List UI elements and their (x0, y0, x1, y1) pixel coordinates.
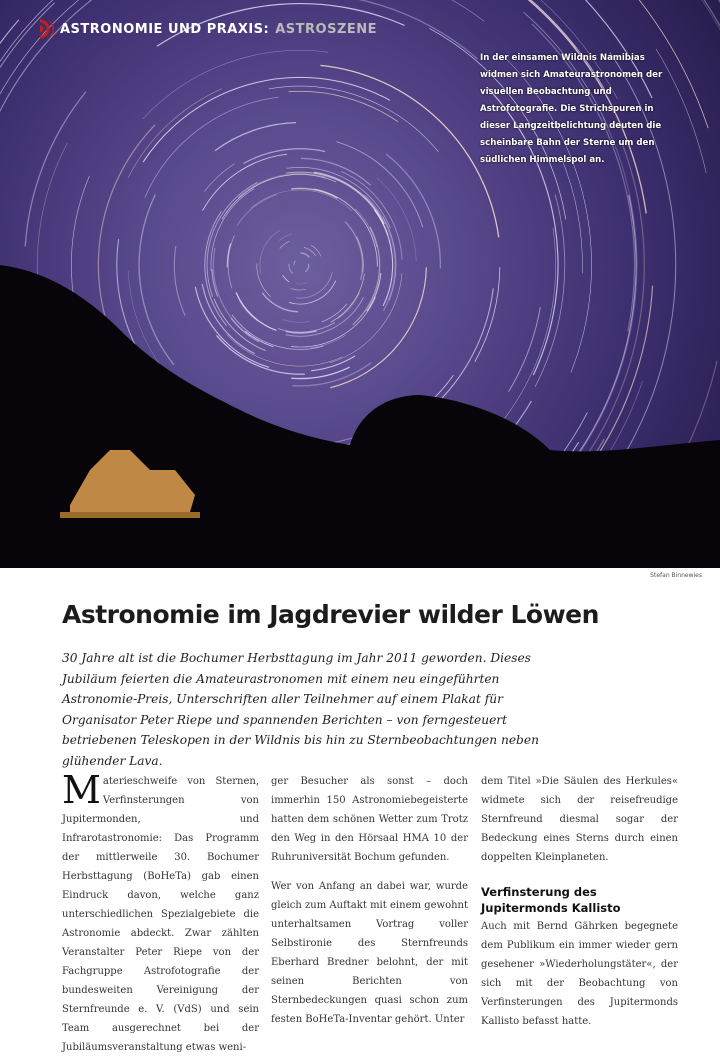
section-label: ASTRONOMIE UND PRAXIS: (60, 21, 270, 37)
magazine-logo-icon (40, 18, 54, 40)
body-paragraph: ger Besucher als sonst – doch immerhin 150 Astronomiebegeisterte hatten dem schönen Wetter zum Trotz den Weg in den Hörsaal HMA 10 der Ruhruniversität Bochum gefunden. (271, 776, 468, 863)
article-lead: 30 Jahre alt ist die Bochumer Herbsttagung im Jahr 2011 geworden. Dieses Jubiläum feierten die Amateurastronomen mit einem neu eingeführten Astronomie-Preis, Unterschriften aller Teilnehmer auf einem Plakat für Organisator Peter Riepe und spannenden Berichten – von ferngesteuert betriebenen Teleskopen in der Wildnis bis hin zu Sternbeobachtungen neben glühender Lava. (62, 651, 539, 768)
section-header (40, 18, 377, 40)
subsection-label: ASTROSZENE (275, 21, 378, 37)
body-paragraph: Auch mit Bernd Gährken begegnete dem Publikum ein immer wieder gern gesehener »Wiederholungstäter«, der sich mit der Beobachtung von Verfinsterungen des Jupitermonds Kallisto befasst hatte. (481, 921, 678, 1027)
article-title: Astronomie im Jagdrevier wilder Löwen (62, 600, 599, 629)
drop-cap: M (62, 768, 101, 812)
body-paragraph: dem Titel »Die Säulen des Herkules« widmete sich der reisefreudige Sternfreund diesmal sogar der Bedeckung eines Sterns durch einen doppelten Kleinplaneten. (481, 776, 678, 863)
column-1 (62, 768, 259, 1057)
photo-credit: Stefan Binnewies (650, 572, 702, 579)
column-2 (271, 772, 468, 1029)
subheading: Verfinsterung des Jupitermonds Kallisto (481, 885, 621, 915)
body-paragraph: Wer von Anfang an dabei war, wurde gleich zum Auftakt mit einem gewohnt unterhaltsamen Vortrag voller Selbstironie des Sternfreunds Eberhard Bredner belohnt, der mit seinen Berichten von Sternbedeckungen quasi schon zum festen BoHeTa-Inventar gehört. Unter (271, 881, 468, 1025)
photo-caption: In der einsamen Wildnis Namibias widmen sich Amateurastronomen der visuellen Beobachtung und Astrofotografie. Die Strichspuren in dieser Langzeitbelichtung deuten die scheinbare Bahn der Sterne um den südlichen Himmelspol an. (480, 53, 663, 165)
body-text: aterieschweife von Sternen, Verfinsterungen von Jupitermonden, und Infrarotastronomie: Das Programm der mittlerweile 30. Bochumer Herbsttagung (BoHeTa) gab einen Eindruck davon, welche ganz unterschiedlichen Spezialgebiete die Astronomie abdeckt. Zwar zählten Veranstalter Peter Riepe von der Fachgruppe Astrofotografie der bundesweiten Vereinigung der Sternfreunde e. V. (VdS) und sein Team ausgerechnet bei der Jubiläumsveranstaltung etwas weni- (62, 776, 259, 1053)
column-3 (481, 772, 678, 1031)
